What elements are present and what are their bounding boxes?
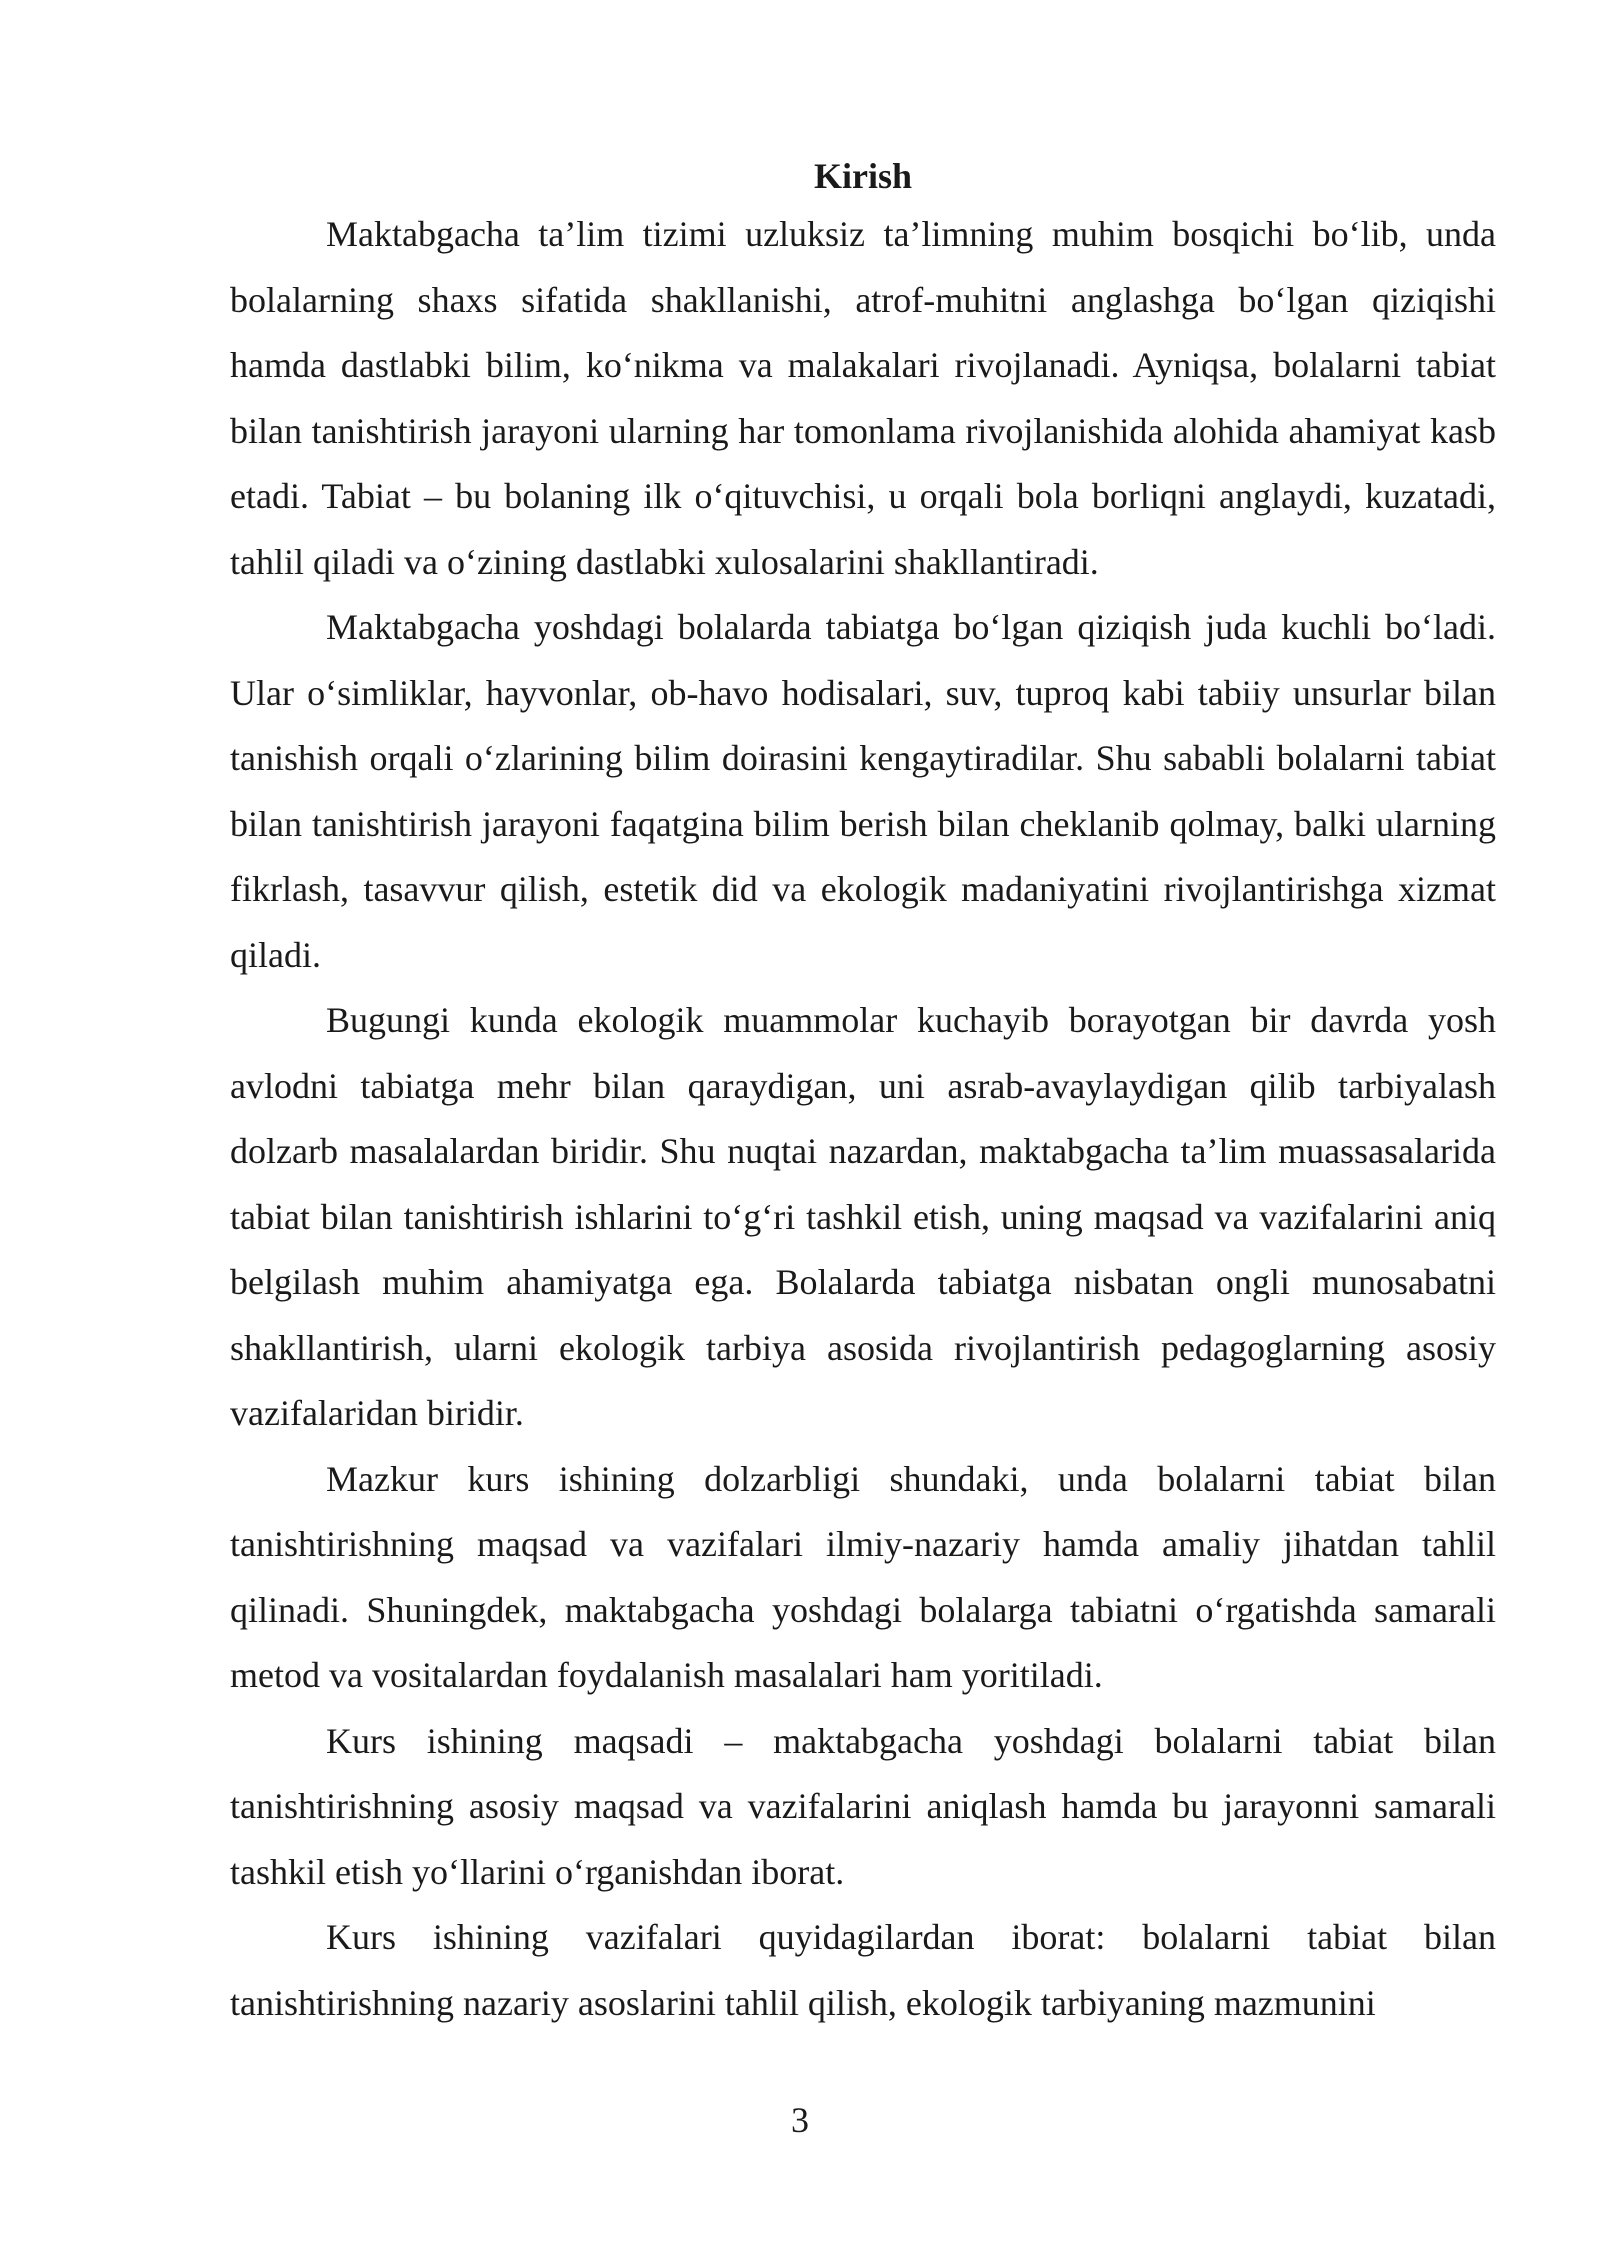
page-number: 3 [791, 2100, 809, 2140]
paragraph-2: Maktabgacha yoshdagi bolalarda tabiatga bo‘lgan qiziqish juda kuchli bo‘ladi. Ular o‘simliklar, hayvonlar, ob-havo hodisalari, suv, tuproq kabi tabiiy unsurlar bilan tanishish orqali o‘zlarining bilim doirasini kengaytiradilar. Shu sababli bolalarni tabiat bilan tanishtirish jarayoni faqatgina bilim berish bilan cheklanib qolmay, balki ularning fikrlash, tasavvur qilish, estetik did va ekologik madaniyatini rivojlantirishga xizmat qiladi. [230, 607, 1496, 975]
paragraph-1: Maktabgacha ta’lim tizimi uzluksiz ta’limning muhim bosqichi bo‘lib, unda bolalarning shaxs sifatida shakllanishi, atrof-muhitni anglashga bo‘lgan qiziqishi hamda dastlabki bilim, ko‘nikma va malakalari rivojlanadi. Ayniqsa, bolalarni tabiat bilan tanishtirish jarayoni ularning har tomonlama rivojlanishida alohida ahamiyat kasb etadi. Tabiat – bu bolaning ilk o‘qituvchisi, u orqali bola borliqni anglaydi, kuzatadi, tahlil qiladi va o‘zining dastlabki xulosalarini shakllantiradi. [230, 214, 1496, 582]
paragraph-6: Kurs ishining vazifalari quyidagilardan iborat: bolalarni tabiat bilan tanishtirishning nazariy asoslarini tahlil qilish, ekologik tarbiyaning mazmunini [230, 1917, 1496, 2023]
section-title: Kirish [813, 156, 912, 196]
paragraph-5: Kurs ishining maqsadi – maktabgacha yoshdagi bolalarni tabiat bilan tanishtirishning asosiy maqsad va vazifalarini aniqlash hamda bu jarayonni samarali tashkil etish yo‘llarini o‘rganishdan iborat. [230, 1720, 1496, 1892]
paragraph-4: Mazkur kurs ishining dolzarbligi shundaki, unda bolalarni tabiat bilan tanishtirishning maqsad va vazifalari ilmiy-nazariy hamda amaliy jihatdan tahlil qilinadi. Shuningdek, maktabgacha yoshdagi bolalarga tabiatni o‘rgatishda samarali metod va vositalardan foydalanish masalalari ham yoritiladi. [230, 1458, 1496, 1695]
paragraph-3: Bugungi kunda ekologik muammolar kuchayib borayotgan bir davrda yosh avlodni tabiatga mehr bilan qaraydigan, uni asrab-avaylaydigan qilib tarbiyalash dolzarb masalalardan biridir. Shu nuqtai nazardan, maktabgacha ta’lim muassasalarida tabiat bilan tanishtirish ishlarini to‘g‘ri tashkil etish, uning maqsad va vazifalarini aniq belgilash muhim ahamiyatga ega. Bolalarda tabiatga nisbatan ongli munosabatni shakllantirish, ularni ekologik tarbiya asosida rivojlantirish pedagoglarning asosiy vazifalaridan biridir. [230, 1000, 1496, 1433]
document-page [230, 150, 1496, 2036]
